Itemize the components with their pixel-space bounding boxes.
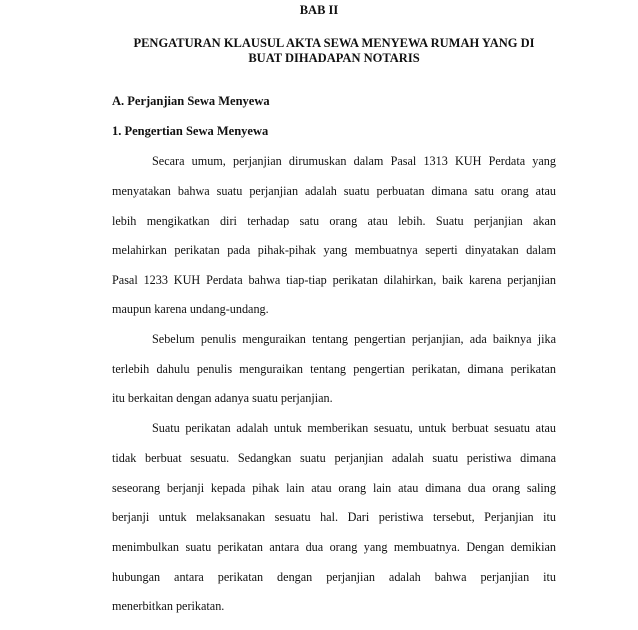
body-line: berjanji untuk melaksanakan sesuatu hal. Dari peristiwa tersebut, Perjanjian itu [112, 510, 556, 524]
chapter-label: BAB II [299, 3, 339, 17]
chapter-title-line-1: PENGATURAN KLAUSUL AKTA SEWA MENYEWA RUMAH YANG DI [133, 36, 535, 50]
body-line: seseorang berjanji kepada pihak lain atau orang lain atau dimana dua orang saling [112, 481, 556, 495]
body-line: itu berkaitan dengan adanya suatu perjanjian. [112, 391, 333, 405]
body-line: melahirkan perikatan pada pihak-pihak yang membuatnya seperti dinyatakan dalam [112, 243, 556, 257]
body-line: menerbitkan perikatan. [112, 599, 225, 613]
subsection-heading: 1. Pengertian Sewa Menyewa [112, 124, 269, 138]
body-line: lebih mengikatkan diri terhadap satu orang atau lebih. Suatu perjanjian akan [112, 214, 556, 228]
body-line: Pasal 1233 KUH Perdata bahwa tiap-tiap perikatan dilahirkan, baik karena perjanjian [112, 273, 556, 287]
body-line: tidak berbuat sesuatu. Sedangkan suatu perjanjian adalah suatu peristiwa dimana [112, 451, 556, 465]
body-line: Sebelum penulis menguraikan tentang pengertian perjanjian, ada baiknya jika [152, 332, 556, 346]
body-line: menimbulkan suatu perikatan antara dua orang yang membuatnya. Dengan demikian [112, 540, 556, 554]
body-line: Suatu perikatan adalah untuk memberikan sesuatu, untuk berbuat sesuatu atau [152, 421, 556, 435]
body-line: hubungan antara perikatan dengan perjanjian adalah bahwa perjanjian itu [112, 570, 556, 584]
body-line: Secara umum, perjanjian dirumuskan dalam Pasal 1313 KUH Perdata yang [152, 154, 556, 168]
chapter-title [112, 36, 556, 66]
body-line: terlebih dahulu penulis menguraikan tentang pengertian perikatan, dimana perikatan [112, 362, 556, 376]
body-line: menyatakan bahwa suatu perjanjian adalah suatu perbuatan dimana satu orang atau [112, 184, 556, 198]
section-heading: A. Perjanjian Sewa Menyewa [112, 94, 270, 108]
body-line: maupun karena undang-undang. [112, 302, 269, 316]
chapter-title-line-2: BUAT DIHADAPAN NOTARIS [248, 51, 420, 65]
